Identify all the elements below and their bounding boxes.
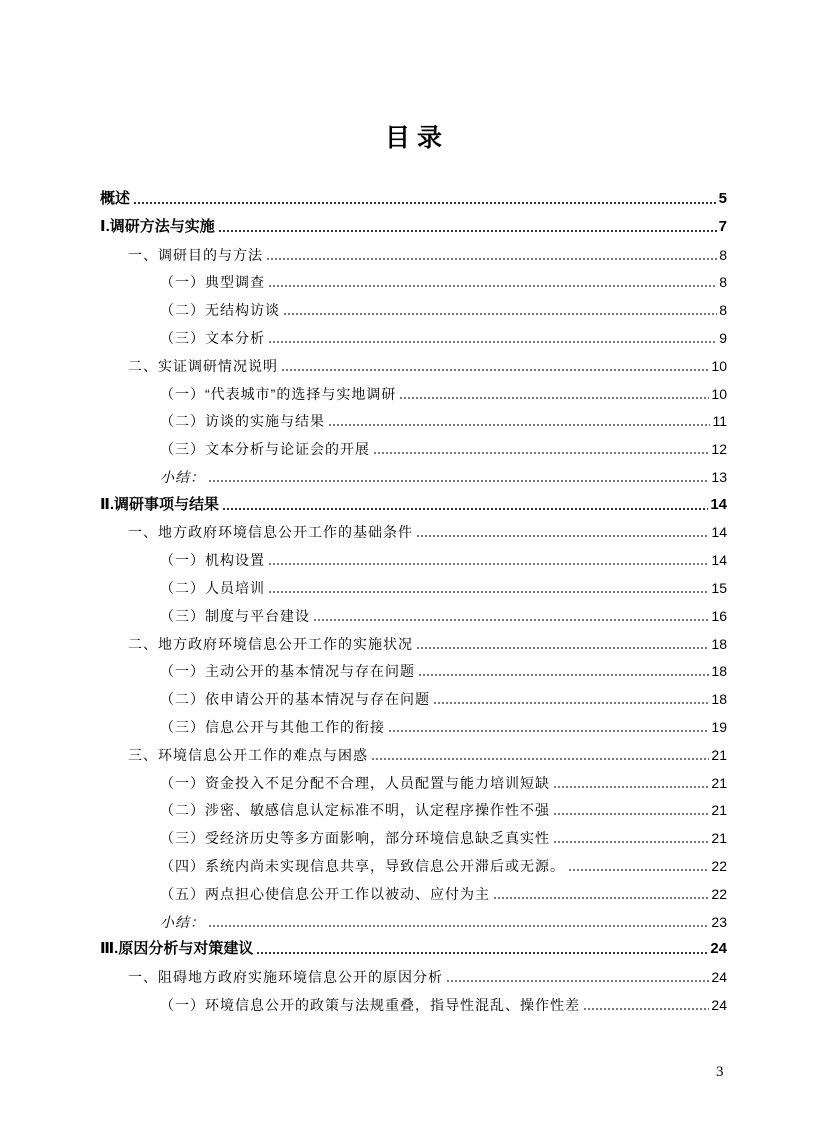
dot-leader	[133, 201, 717, 205]
toc-entry-subsection	[160, 385, 727, 403]
dot-leader	[313, 618, 709, 622]
toc-entry-page: 24	[710, 940, 727, 957]
dot-leader	[433, 701, 709, 705]
toc-entry-page: 19	[711, 719, 727, 735]
toc-entry-title: 一、调研目的与方法	[128, 247, 263, 263]
dot-leader	[416, 646, 709, 650]
toc-entry-title: （一）典型调查	[160, 274, 265, 290]
toc-entry-page: 21	[711, 802, 727, 818]
toc-entry-subsection	[160, 607, 727, 625]
toc-entry-title: （二）访谈的实施与结果	[160, 413, 325, 429]
toc-entry-subsection	[160, 690, 727, 708]
toc-entry-title: （二）依申请公开的基本情况与存在问题	[160, 691, 430, 707]
dot-leader	[208, 924, 709, 928]
dot-leader	[268, 284, 717, 288]
toc-entry-page: 11	[712, 413, 727, 429]
toc-entry-page: 22	[711, 858, 727, 874]
dot-leader	[399, 396, 709, 400]
toc-entry-subsection	[160, 718, 727, 736]
dot-leader	[388, 729, 709, 733]
toc-entry-section	[128, 246, 727, 264]
toc-entry-title: 二、地方政府环境信息公开工作的实施状况	[128, 636, 413, 652]
dot-leader	[568, 868, 709, 872]
toc-entry-title: （三）制度与平台建设	[160, 608, 310, 624]
toc-entry-subsection	[160, 857, 727, 875]
toc-entry-section	[128, 523, 727, 541]
toc-entry-page: 24	[711, 997, 727, 1013]
toc-entry-title: （一）资金投入不足分配不合理，人员配置与能力培训短缺	[160, 775, 550, 791]
toc-entry-subsection	[160, 662, 727, 680]
toc-entry-title: （四）系统内尚未实现信息共享，导致信息公开滞后或无源。	[160, 858, 565, 874]
page-number: 3	[716, 1064, 724, 1080]
toc-entry-title: （五）两点担心使信息公开工作以被动、应付为主	[160, 886, 490, 902]
toc-entry-page: 18	[711, 691, 727, 707]
dot-leader	[208, 479, 709, 483]
toc-entry-page: 21	[711, 775, 727, 791]
dot-leader	[553, 785, 709, 789]
toc-entry-chapter	[100, 190, 727, 208]
dot-leader	[268, 340, 717, 344]
toc-entry-title: 三、环境信息公开工作的难点与困惑	[128, 747, 368, 763]
toc-title: 目 录	[385, 124, 442, 152]
toc-entry-page: 22	[711, 886, 727, 902]
dot-leader	[583, 1007, 709, 1011]
dot-leader	[553, 812, 709, 816]
toc-entry-subsection	[160, 885, 727, 903]
toc-entry-summary	[160, 468, 727, 486]
toc-entry-title: 概述	[100, 190, 131, 207]
dot-leader	[446, 979, 709, 983]
dot-leader	[266, 257, 717, 261]
toc-entry-section	[128, 635, 727, 653]
toc-entry-title: 二、实证调研情况说明	[128, 358, 278, 374]
toc-entry-section	[128, 968, 727, 986]
toc-entry-title: （三）受经济历史等多方面影响，部分环境信息缺乏真实性	[160, 830, 550, 846]
toc-entry-page: 8	[719, 302, 727, 318]
toc-entry-page: 8	[719, 274, 727, 290]
dot-leader	[373, 451, 709, 455]
dot-leader	[371, 757, 709, 761]
toc-entry-page: 14	[711, 552, 727, 568]
dot-leader	[418, 673, 709, 677]
toc-entry-page: 15	[711, 580, 727, 596]
toc-entry-page: 16	[711, 608, 727, 624]
toc-entry-page: 23	[711, 914, 727, 930]
toc-entry-title: 小结：	[160, 914, 205, 930]
toc-entry-page: 21	[711, 830, 727, 846]
dot-leader	[256, 951, 708, 955]
toc-entry-subsection	[160, 801, 727, 819]
toc-entry-chapter	[100, 496, 727, 514]
dot-leader	[268, 590, 709, 594]
toc-entry-page: 18	[711, 636, 727, 652]
toc-entry-page: 9	[719, 330, 727, 346]
toc-entry-subsection	[160, 551, 727, 569]
toc-entry-summary	[160, 913, 727, 931]
toc-entry-page: 10	[711, 358, 727, 374]
toc-entry-page: 13	[711, 469, 727, 485]
toc-entry-title: （一）“代表城市”的选择与实地调研	[160, 386, 397, 402]
toc-entry-subsection	[160, 301, 727, 319]
toc-entry-title: （一）机构设置	[160, 552, 265, 568]
toc-entry-title: 一、阻碍地方政府实施环境信息公开的原因分析	[128, 969, 443, 985]
dot-leader	[218, 229, 717, 233]
dot-leader	[328, 423, 710, 427]
toc-entry-page: 14	[710, 496, 727, 513]
dot-leader	[493, 896, 709, 900]
toc-entry-page: 5	[718, 190, 727, 207]
toc-entry-title: （三）信息公开与其他工作的衔接	[160, 719, 385, 735]
dot-leader	[553, 840, 709, 844]
toc-entry-page: 12	[711, 441, 727, 457]
toc-entry-title: 小结：	[160, 469, 205, 485]
toc-entry-subsection	[160, 996, 727, 1014]
toc-entry-title: （三）文本分析与论证会的开展	[160, 441, 370, 457]
toc-entry-section	[128, 746, 727, 764]
dot-leader	[281, 368, 709, 372]
toc-entry-title: Ⅱ.调研事项与结果	[100, 496, 220, 513]
dot-leader	[416, 534, 709, 538]
toc-entry-subsection	[160, 579, 727, 597]
toc-entry-chapter	[100, 218, 727, 236]
toc-entry-title: Ⅲ.原因分析与对策建议	[100, 940, 254, 957]
toc-entry-subsection	[160, 829, 727, 847]
toc-entry-subsection	[160, 329, 727, 347]
toc-entry-subsection	[160, 440, 727, 458]
toc-entry-subsection	[160, 774, 727, 792]
toc-entry-title: Ⅰ.调研方法与实施	[100, 218, 215, 235]
toc-entry-subsection	[160, 273, 727, 291]
toc-entry-title: （二）涉密、敏感信息认定标准不明，认定程序操作性不强	[160, 802, 550, 818]
dot-leader	[222, 507, 708, 511]
toc-entry-page: 7	[718, 218, 727, 235]
toc-entry-title: （二）人员培训	[160, 580, 265, 596]
toc-entry-page: 18	[711, 663, 727, 679]
toc-entry-title: （二）无结构访谈	[160, 302, 280, 318]
dot-leader	[283, 312, 717, 316]
toc-entry-title: 一、地方政府环境信息公开工作的基础条件	[128, 524, 413, 540]
toc-entry-page: 21	[711, 747, 727, 763]
toc-entry-page: 8	[719, 247, 727, 263]
toc-entry-section	[128, 357, 727, 375]
toc-entry-title: （一）主动公开的基本情况与存在问题	[160, 663, 415, 679]
toc-entry-title: （一）环境信息公开的政策与法规重叠，指导性混乱、操作性差	[160, 997, 580, 1013]
toc-entry-page: 14	[711, 524, 727, 540]
toc-entry-chapter	[100, 940, 727, 958]
toc-entry-title: （三）文本分析	[160, 330, 265, 346]
toc-entry-subsection	[160, 412, 727, 430]
toc-entry-page: 10	[711, 386, 727, 402]
toc-entry-page: 24	[711, 969, 727, 985]
dot-leader	[268, 562, 709, 566]
